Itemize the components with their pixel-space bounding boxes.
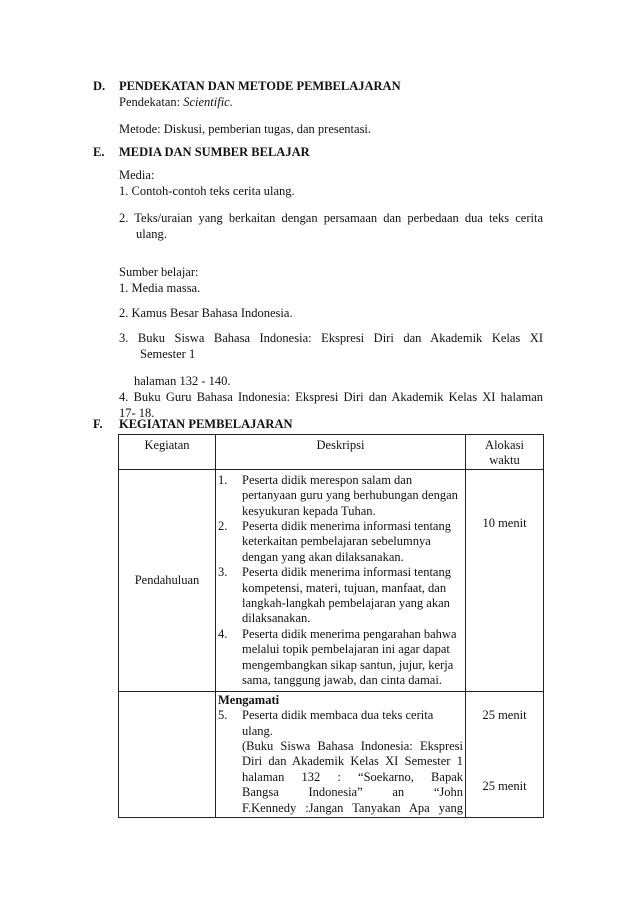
cell-waktu-mengamati xyxy=(466,691,544,817)
media-label: Media: xyxy=(119,168,155,182)
sources-label: Sumber belajar: xyxy=(119,265,199,279)
header-alokasi-line2: waktu xyxy=(489,453,520,468)
list-item-text: Peserta didik menerima informasi tentang keterkaitan pembelajaran sebelumnya dengan yang akan dilaksanakan. xyxy=(242,519,451,564)
source-item-4-line2: 17- 18. xyxy=(119,406,155,420)
header-alokasi xyxy=(466,435,544,470)
source-item-2: 2. Kamus Besar Bahasa Indonesia. xyxy=(119,306,293,320)
approach-value: Scientific. xyxy=(183,95,233,109)
list-item xyxy=(216,708,465,723)
list-item-text-cont: ulang. xyxy=(242,723,273,738)
section-e-title: MEDIA DAN SUMBER BELAJAR xyxy=(119,145,310,159)
reference-line: Diri dan Akademik Kelas XI Semester 1 xyxy=(242,754,463,769)
approach-label: Pendekatan: xyxy=(119,95,184,109)
reference-line: (Buku Siswa Bahasa Indonesia: Ekspresi xyxy=(242,739,463,754)
list-item-text: Peserta didik menerima informasi tentang kompetensi, materi, tujuan, manfaat, dan langkah-langkah pembelajaran yang akan dilaksanakan. xyxy=(242,565,451,626)
table-row-pendahuluan xyxy=(119,469,544,691)
cell-deskripsi-mengamati xyxy=(216,691,466,817)
source-item-1: 1. Media massa. xyxy=(119,281,201,295)
reference-text xyxy=(216,739,465,816)
source-item-4-line1: 4. Buku Guru Bahasa Indonesia: Ekspresi Diri dan Akademik Kelas XI halaman xyxy=(119,390,543,404)
reference-line: F.Kennedy :Jangan Tanyakan Apa yang xyxy=(242,800,463,815)
list-item-text: Peserta didik menerima pengarahan bahwa melalui topik pembelajaran ini agar dapat mengembangkan sikap santun, jujur, kerja sama, tanggung jawab, dan cinta damai. xyxy=(242,626,457,688)
header-deskripsi: Deskripsi xyxy=(216,435,466,470)
section-f-letter: F. xyxy=(93,417,103,431)
media-item-2-line2: ulang. xyxy=(136,227,167,241)
cell-kegiatan-empty xyxy=(119,691,216,817)
reference-line: halaman 132 : “Soekarno, Bapak xyxy=(242,769,463,784)
waktu-value-1: 25 menit xyxy=(482,707,527,722)
method-line: Metode: Diskusi, pemberian tugas, dan presentasi. xyxy=(119,122,372,136)
source-item-3-line1: 3. Buku Siswa Bahasa Indonesia: Ekspresi Diri dan Akademik Kelas XI xyxy=(119,331,543,345)
waktu-value-2: 25 menit xyxy=(482,779,527,794)
media-item-1: 1. Contoh-contoh teks cerita ulang. xyxy=(119,184,295,198)
list-item-number: 2. xyxy=(218,519,228,534)
section-d-title: PENDEKATAN DAN METODE PEMBELAJARAN xyxy=(119,79,401,93)
activities-table xyxy=(118,434,544,818)
list-item-number: 5. xyxy=(218,708,228,723)
header-kegiatan: Kegiatan xyxy=(119,435,216,470)
approach-line xyxy=(119,95,233,110)
source-item-3-line2: Semester 1 xyxy=(140,347,196,361)
waktu-value: 10 menit xyxy=(482,515,527,530)
section-f-title: KEGIATAN PEMBELAJARAN xyxy=(119,417,293,431)
header-alokasi-line1: Alokasi xyxy=(485,438,524,452)
mengamati-heading: Mengamati xyxy=(218,692,280,707)
list-item xyxy=(216,519,465,565)
section-d-letter: D. xyxy=(93,79,106,93)
list-item-number: 1. xyxy=(218,472,228,487)
list-item-text: Peserta didik membaca dua teks cerita xyxy=(242,708,434,723)
media-item-2-line1: 2. Teks/uraian yang berkaitan dengan persamaan dan perbedaan dua teks cerita xyxy=(119,211,543,225)
reference-line: Bangsa Indonesia” an “John xyxy=(242,785,463,800)
list-item-text: Peserta didik merespon salam dan pertanyaan guru yang berhubungan dengan kesyukuran kepada Tuhan. xyxy=(242,472,458,518)
cell-waktu-pendahuluan xyxy=(466,469,544,691)
table-header-row xyxy=(119,435,544,470)
cell-deskripsi-pendahuluan xyxy=(216,469,466,691)
list-item xyxy=(216,473,465,519)
section-e-letter: E. xyxy=(93,145,105,159)
list-item xyxy=(216,627,465,689)
source-item-3-line3: halaman 132 - 140. xyxy=(134,374,231,388)
list-item-number: 3. xyxy=(218,565,228,580)
list-item-number: 4. xyxy=(218,626,228,641)
list-item xyxy=(216,565,465,627)
table-row-mengamati xyxy=(119,691,544,817)
cell-kegiatan-pendahuluan: Pendahuluan xyxy=(119,469,216,691)
